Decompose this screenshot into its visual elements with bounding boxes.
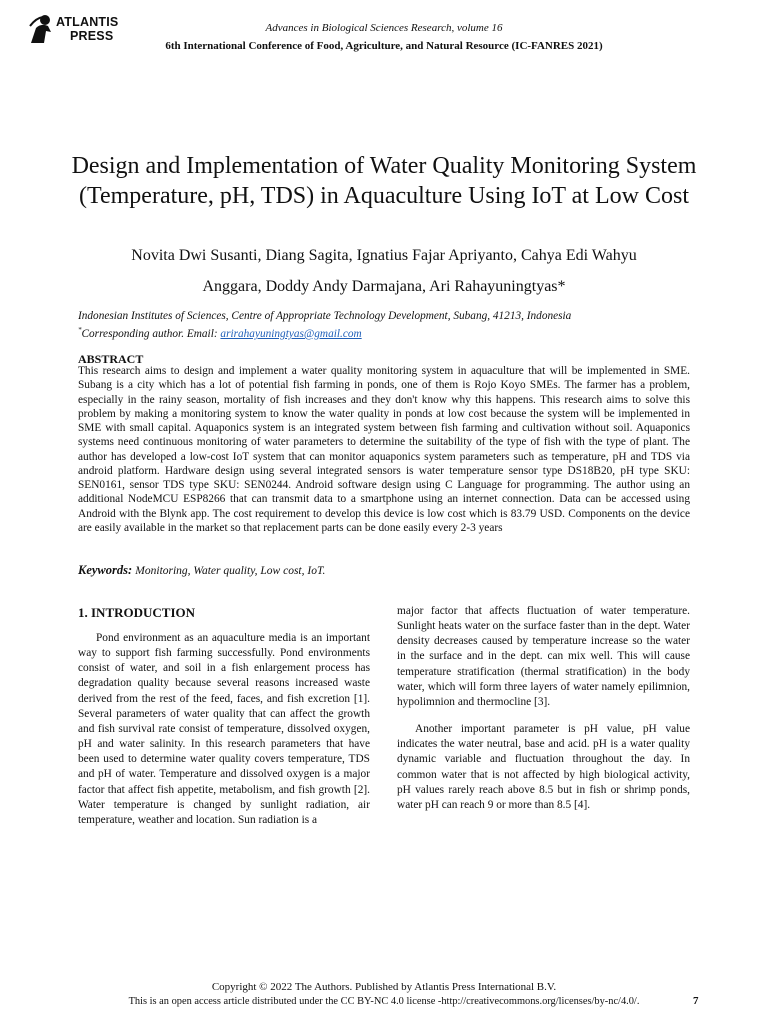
column-right	[397, 604, 690, 813]
intro-paragraph-1: Pond environment as an aquaculture media is an important way to support fish farming successfully. Pond environments consist of water, and soil in a fish enlargement process has degradation quality because several reasons increased waste derived from the rest of the feed, faces, and fish excretion [1]. Several parameters of water quality that can affect the growth and fish survival rate consist of temperature, dissolved oxygen, pH and water salinity. In this research parameters that have been used to determine water quality covers temperature, TDS and pH of water. Temperature and dissolved oxygen is a major factor that affect fish appetite, metabolism, and fish growth [2]. Water temperature is changed by sunlight radiation, air temperature, weather and location. Sun radiation is a	[78, 632, 370, 826]
series-title: Advances in Biological Sciences Research, volume 16	[265, 22, 503, 34]
keywords-line	[78, 563, 325, 578]
column-left	[78, 631, 370, 828]
conference-title: 6th International Conference of Food, Agriculture, and Natural Resource (IC-FANRES 2021)	[165, 40, 603, 52]
abstract-heading: ABSTRACT	[78, 352, 144, 366]
affiliation: Indonesian Institutes of Sciences, Centre of Appropriate Technology Development, Subang, 41213, Indonesia	[78, 310, 572, 322]
intro-paragraph-2: Another important parameter is pH value, pH value indicates the water neutral, base and acid. pH is a water quality dynamic variable and fluctuation throughout the day. In common water that is not affected by high biological activity, pH values rarely reach above 8.5 but in fish or shrimp ponds, water pH can reach 9 or more than 8.5 [4].	[397, 723, 690, 811]
abstract-text: This research aims to design and implement a water quality monitoring system in aquaculture that will be implemented in SME. Subang is a city which has a lot of potential fish farming in ponds, one of them is Rojo Koyo SMEs. The farmer has a problem, especially in the rainy season, mortality of fish increases and they don't know why this happens. This research aims to solve this problem by making a monitoring system to know the water quality in ponds at low cost because the system will be implemented in SME with small capital. Aquaponics system is an integrated system between fish farming and cultivation without soil. Aquaponics systems need continuous monitoring of water parameters to determine the suitability of the type of fish with the type of plant. The author has developed a low-cost IoT system that can monitor aquaponics system parameters such as temperature, pH and TDS via android platform. Hardware design using several integrated sensors is water temperature sensor type DS18B20, pH type SKU: SEN0161, sensor TDS type SKU: SEN0244. Android software design using C Language for programming. The author using an additional NodeMCU ESP8266 that can transmit data to a smartphone using an internet connection. Data can be accessed using Android with the Blynk app. The cost requirement to develop this device is low cost which is 83.79 USD. Components on the device are easily available in the market so that replacement parts can be done easily every 2-3 years	[78, 365, 690, 534]
email-link[interactable]: arirahayuningtyas@gmail.com	[220, 327, 362, 340]
affiliation-block	[78, 309, 698, 341]
keywords-value: Monitoring, Water quality, Low cost, IoT.	[135, 565, 326, 577]
section-heading-introduction: 1. INTRODUCTION	[78, 605, 196, 620]
paper-title: Design and Implementation of Water Quality Monitoring System (Temperature, pH, TDS) in Aquaculture Using IoT at Low Cost	[71, 153, 697, 209]
corresponding-label: Corresponding author. Email:	[81, 327, 221, 340]
logo-text-atlantis: ATLANTIS	[56, 15, 119, 29]
corresponding-marker: *	[78, 326, 82, 334]
page-number: 7	[693, 995, 699, 1007]
copyright-notice: Copyright © 2022 The Authors. Published by Atlantis Press International B.V.	[211, 981, 557, 993]
license-notice: This is an open access article distributed under the CC BY-NC 4.0 license -http://creativecommons.org/licenses/by-nc/4.0/.	[128, 996, 640, 1007]
intro-paragraph-continued: major factor that affects fluctuation of water temperature. Sunlight heats water on the surface faster than in the dept. Water density decreases caused by temperature increase so the water in the surface and in the dept. can mix well. This will cause temperature stratification (thermal stratification) in the body water, which will form three layers of water namely epilimnion, hypolimnion and thermocline [3].	[397, 605, 690, 708]
keywords-label: Keywords:	[78, 563, 133, 577]
author-line-1: Novita Dwi Susanti, Diang Sagita, Ignatius Fajar Apriyanto, Cahya Edi Wahyu	[131, 247, 637, 264]
author-list	[70, 240, 698, 302]
corresponding-author	[78, 323, 698, 341]
author-line-2: Anggara, Doddy Andy Darmajana, Ari Rahayuningtyas*	[202, 278, 566, 295]
logo-text-press: PRESS	[70, 29, 114, 43]
